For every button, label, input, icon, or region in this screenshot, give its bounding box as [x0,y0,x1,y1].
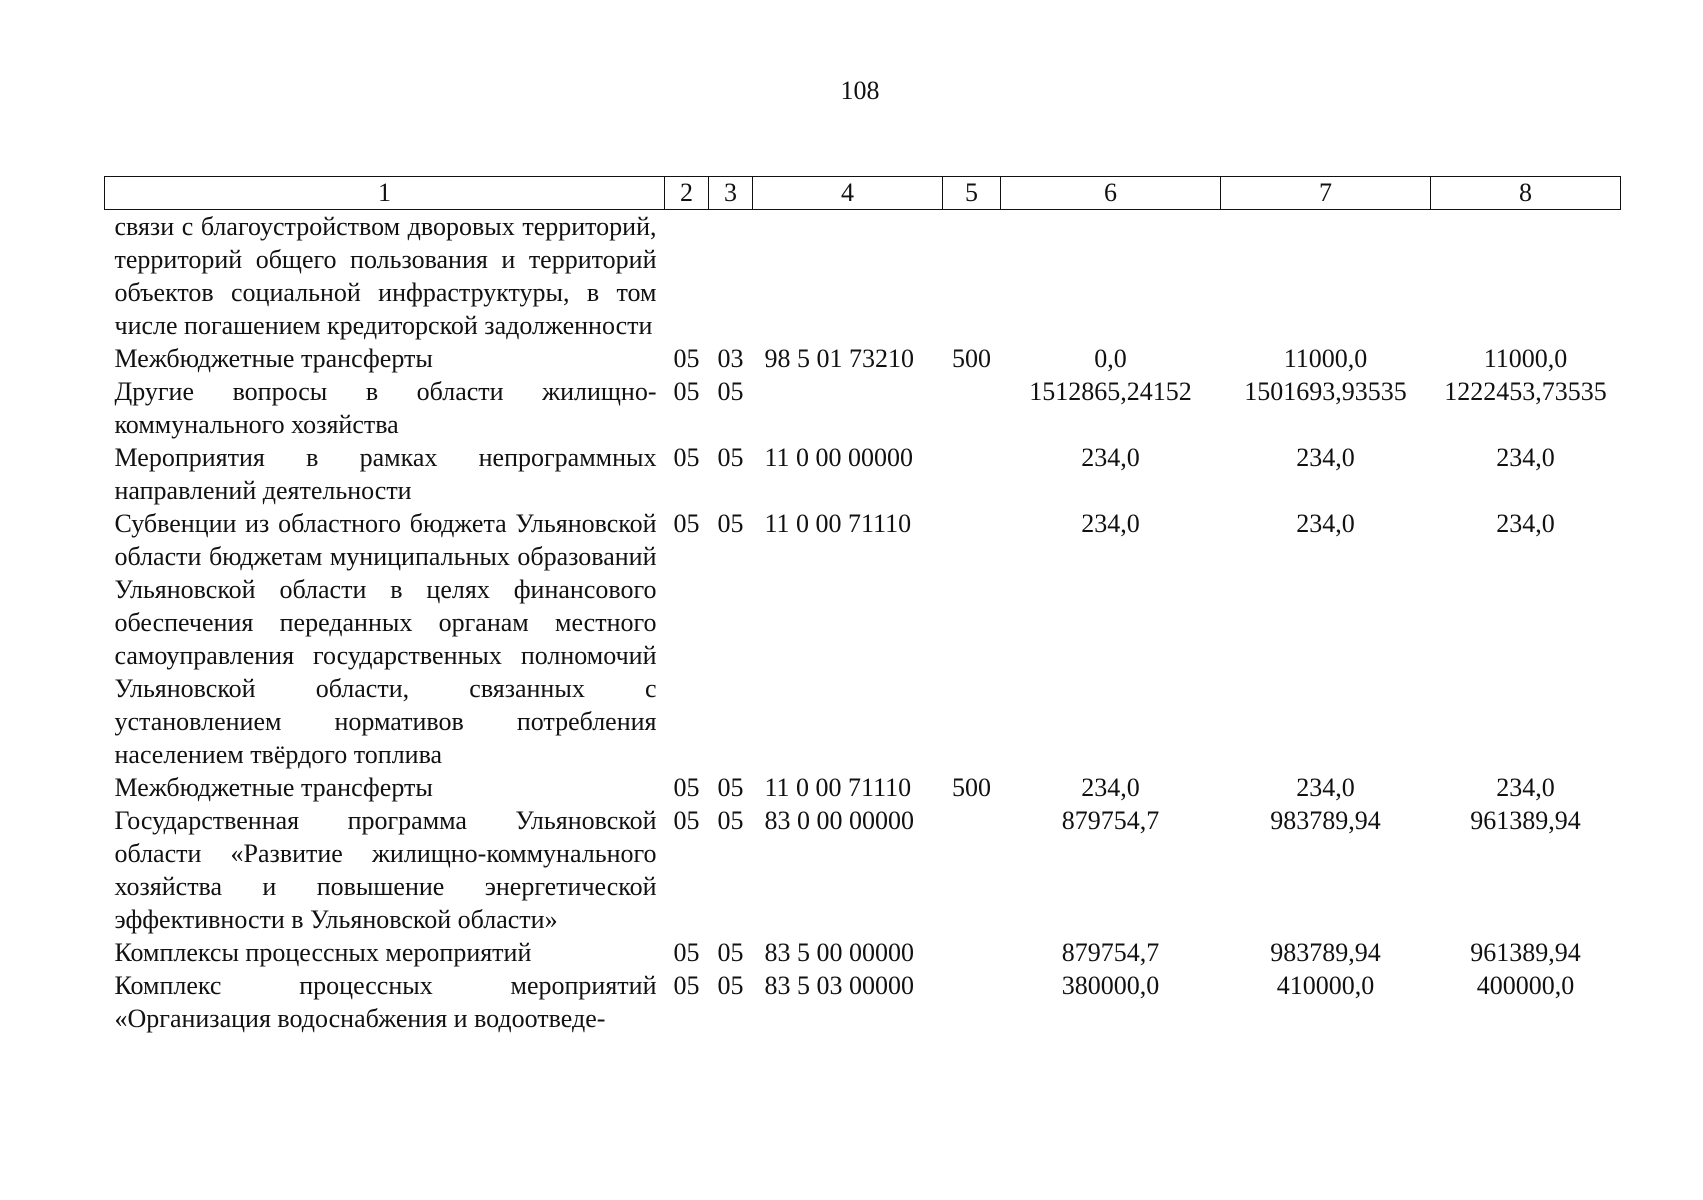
row-vr [943,804,1001,936]
row-pr: 03 [717,344,744,373]
row-value-7: 410000,0 [1276,971,1375,1000]
row-csr: 11 0 00 71110 [764,509,912,538]
budget-table [104,176,1621,1035]
row-value-7: 983789,94 [1270,938,1381,967]
row-value-8: 400000,0 [1476,971,1575,1000]
col-header: 2 [665,177,709,210]
row-value-6 [1001,210,1221,343]
row-pr [709,210,753,343]
row-vr: 500 [952,344,991,373]
row-pr: 05 [717,509,744,538]
row-csr: 11 0 00 00000 [764,443,914,472]
row-name: Государственная программа Ульяновской области «Развитие жилищно-коммунального хозяйства и повышение энергетической эффективности в Ульяновской области» [114,806,657,934]
row-rz: 05 [673,806,700,835]
table-row [105,375,1621,441]
row-csr [753,210,943,343]
row-value-6: 234,0 [1081,509,1140,538]
row-value-6: 234,0 [1081,773,1140,802]
table-row [105,771,1621,804]
row-vr [943,969,1001,1035]
table-row [105,969,1621,1035]
row-value-6: 1512865,24152 [1029,377,1192,406]
row-vr [943,936,1001,969]
row-value-8: 1222453,73535 [1444,377,1607,406]
row-csr [753,375,943,441]
row-pr: 05 [717,443,744,472]
row-vr [943,210,1001,343]
row-value-7: 234,0 [1296,773,1355,802]
row-csr: 83 0 00 00000 [764,806,914,835]
row-value-7: 234,0 [1296,509,1355,538]
row-rz: 05 [673,938,700,967]
row-csr: 83 5 03 00000 [764,971,914,1000]
col-header: 7 [1221,177,1431,210]
row-pr: 05 [717,773,744,802]
row-value-6: 879754,7 [1061,806,1160,835]
row-vr [943,507,1001,771]
row-value-7: 11000,0 [1283,344,1368,373]
row-rz: 05 [673,773,700,802]
row-value-8: 234,0 [1496,509,1555,538]
row-csr: 83 5 00 00000 [764,938,914,967]
row-csr: 11 0 00 71110 [764,773,912,802]
row-rz: 05 [673,509,700,538]
row-value-8: 234,0 [1496,443,1555,472]
row-name: Другие вопросы в области жилищно-коммунального хозяйства [114,377,657,439]
row-value-8: 961389,94 [1470,806,1581,835]
row-value-7 [1221,210,1431,343]
col-header: 6 [1001,177,1221,210]
row-value-8 [1431,210,1621,343]
row-value-7: 1501693,93535 [1244,377,1407,406]
row-vr [943,441,1001,507]
col-header: 3 [709,177,753,210]
col-header: 5 [943,177,1001,210]
row-pr: 05 [717,377,744,406]
row-value-6: 380000,0 [1061,971,1160,1000]
row-rz: 05 [673,443,700,472]
row-value-6: 234,0 [1081,443,1140,472]
table-row [105,507,1621,771]
row-value-8: 11000,0 [1483,344,1568,373]
row-rz: 05 [673,971,700,1000]
row-vr [943,375,1001,441]
row-rz: 05 [673,377,700,406]
row-pr: 05 [717,938,744,967]
page-number: 108 [840,76,880,105]
col-header: 4 [753,177,943,210]
row-rz: 05 [673,344,700,373]
row-name: Мероприятия в рамках непрограммных направлений деятельности [114,443,657,505]
table-header-row [105,177,1621,210]
row-name: Комплексы процессных мероприятий [114,938,532,967]
row-value-6: 0,0 [1094,344,1127,373]
row-value-8: 234,0 [1496,773,1555,802]
col-header: 8 [1431,177,1621,210]
table-row [105,936,1621,969]
row-value-8: 961389,94 [1470,938,1581,967]
row-name: Межбюджетные трансферты [114,344,433,373]
row-value-7: 983789,94 [1270,806,1381,835]
row-csr: 98 5 01 73210 [764,344,914,373]
row-vr: 500 [952,773,991,802]
row-rz [665,210,709,343]
row-value-7: 234,0 [1296,443,1355,472]
row-name: связи с благоустройством дворовых территорий, территорий общего пользования и территорий объектов социальной инфраструктуры, в том числе погашением кредиторской задолженности [114,212,657,340]
table-row [105,441,1621,507]
table-row [105,804,1621,936]
row-pr: 05 [717,806,744,835]
row-pr: 05 [717,971,744,1000]
row-value-6: 879754,7 [1061,938,1160,967]
col-header: 1 [105,177,665,210]
table-row [105,210,1621,343]
row-name: Межбюджетные трансферты [114,773,433,802]
table-row [105,342,1621,375]
row-name: Комплекс процессных мероприятий «Организация водоснабжения и водоотведе- [114,971,657,1033]
row-name: Субвенции из областного бюджета Ульяновской области бюджетам муниципальных образований Ульяновской области в целях финансового обеспечения переданных органам местного самоуправления государственных полномочий Ульяновской области, связанных с установлением нормативов потребления населением твёрдого топлива [114,509,657,769]
